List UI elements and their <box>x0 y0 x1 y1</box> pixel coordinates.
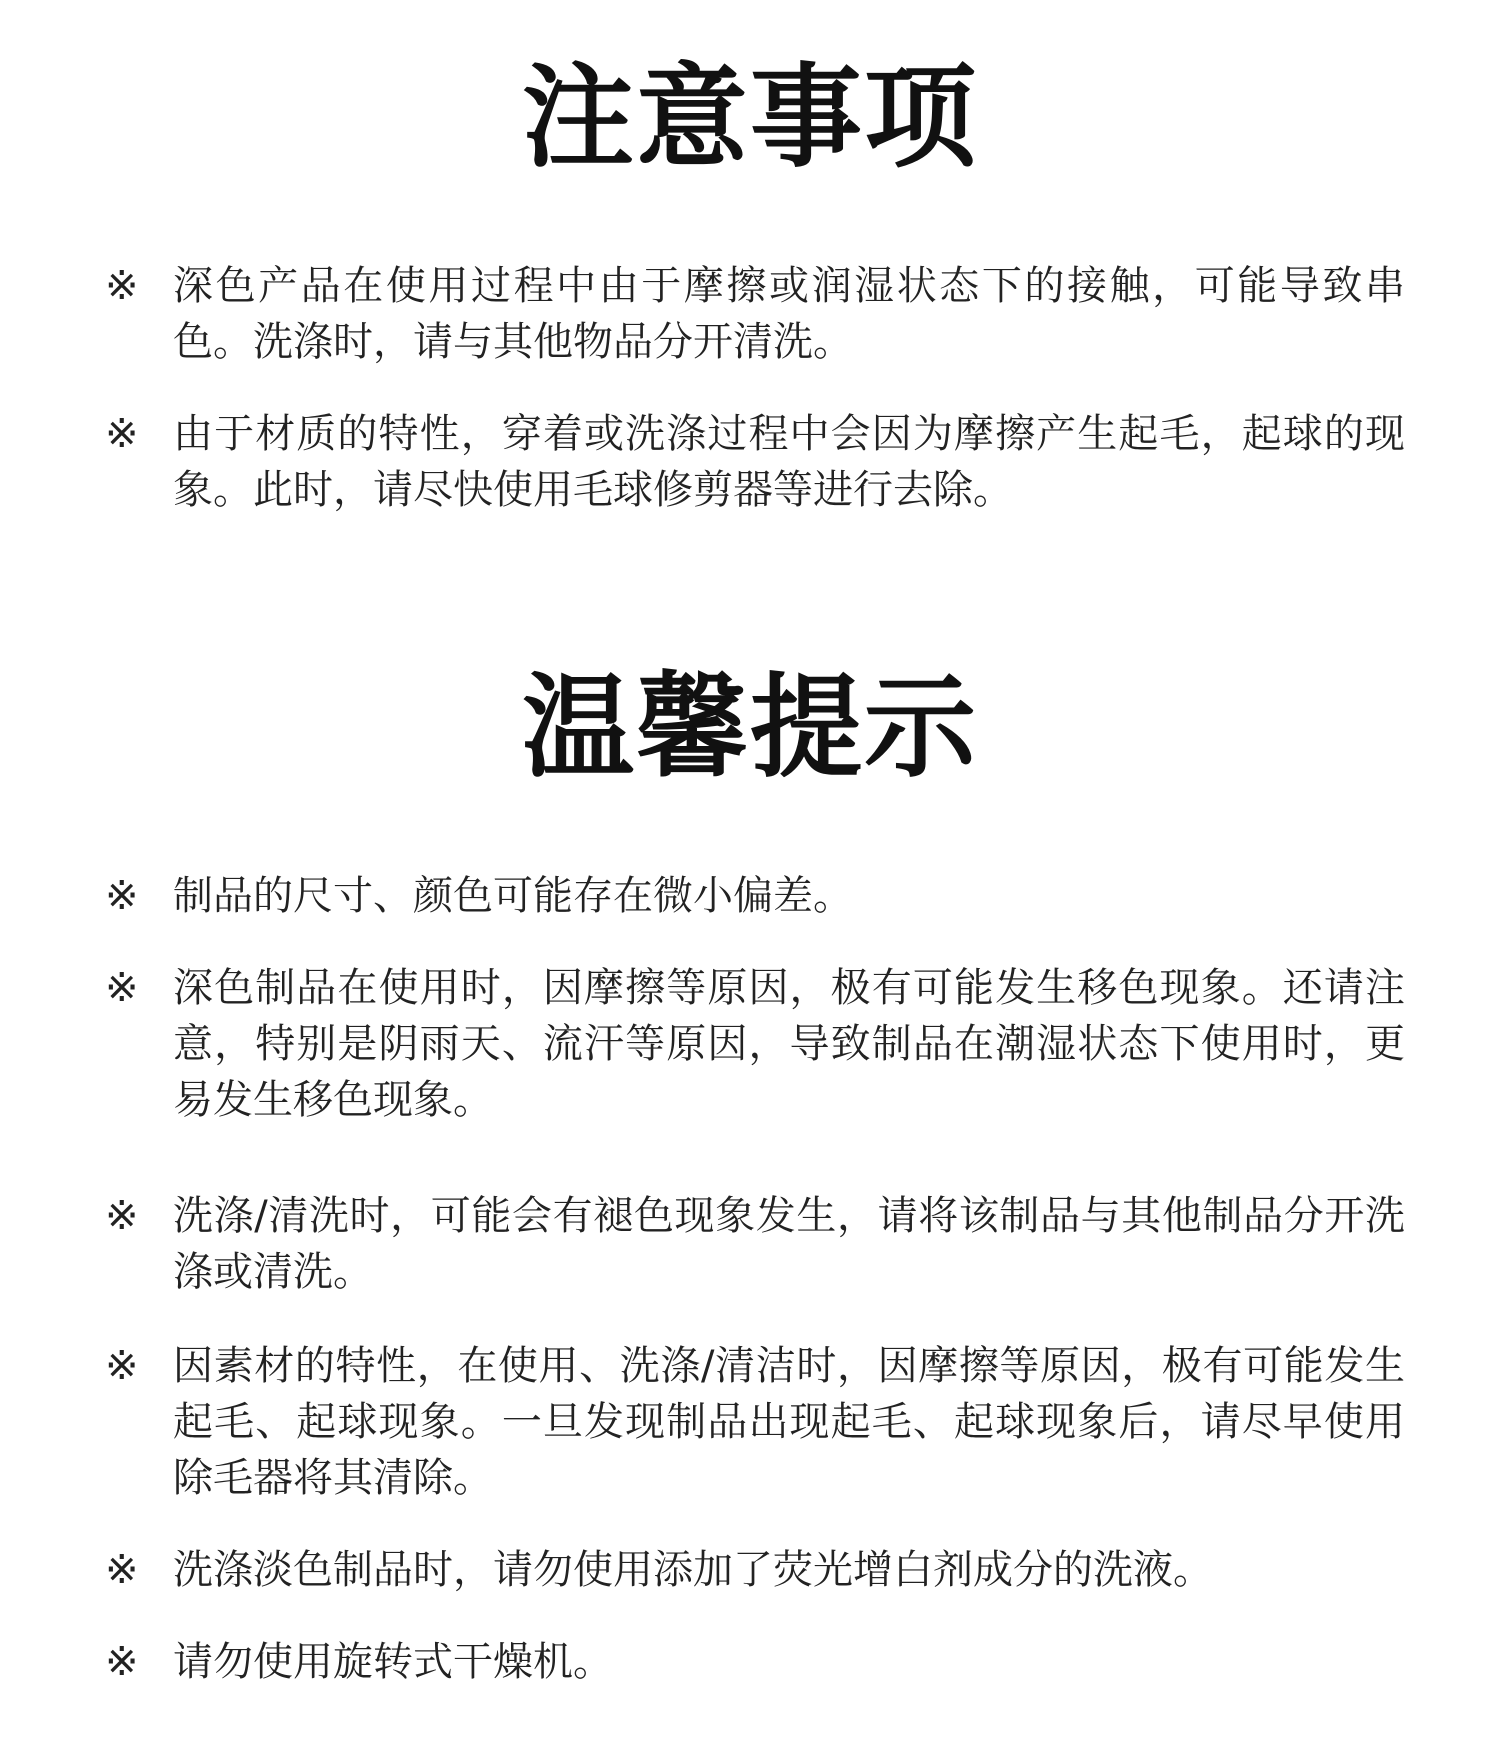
notice-item-text: 深色产品在使用过程中由于摩擦或润湿状态下的接触，可能导致串色。洗涤时，请与其他物品分开清洗。 <box>173 263 1405 365</box>
notice-section <box>0 53 1500 183</box>
reference-mark-icon: ※ <box>105 263 139 309</box>
tips-item-text: 制品的尺寸、颜色可能存在微小偏差。 <box>173 873 853 919</box>
tips-item-5 <box>105 1542 1405 1598</box>
reference-mark-icon: ※ <box>105 873 139 919</box>
tips-item-text: 深色制品在使用时，因摩擦等原因，极有可能发生移色现象。还请注意，特别是阴雨天、流汗等原因，导致制品在潮湿状态下使用时，更易发生移色现象。 <box>173 965 1405 1123</box>
notice-title: 注意事项 <box>522 53 978 183</box>
notice-item-2 <box>105 406 1405 518</box>
tips-section <box>0 663 1500 793</box>
reference-mark-icon: ※ <box>105 1547 139 1593</box>
reference-mark-icon: ※ <box>105 965 139 1011</box>
reference-mark-icon: ※ <box>105 1343 139 1389</box>
tips-item-2 <box>105 960 1405 1128</box>
reference-mark-icon: ※ <box>105 411 139 457</box>
tips-item-4 <box>105 1338 1405 1506</box>
notice-item-1 <box>105 258 1405 370</box>
tips-item-1 <box>105 868 1405 924</box>
tips-item-6 <box>105 1634 1405 1690</box>
tips-item-text: 请勿使用旋转式干燥机。 <box>173 1639 613 1685</box>
tips-item-text: 洗涤/清洗时，可能会有褪色现象发生，请将该制品与其他制品分开洗涤或清洗。 <box>173 1193 1405 1295</box>
notice-item-text: 由于材质的特性，穿着或洗涤过程中会因为摩擦产生起毛，起球的现象。此时，请尽快使用毛球修剪器等进行去除。 <box>173 411 1405 513</box>
tips-item-3 <box>105 1188 1405 1300</box>
tips-item-text: 洗涤淡色制品时，请勿使用添加了荧光增白剂成分的洗液。 <box>173 1547 1213 1593</box>
tips-title: 温馨提示 <box>522 663 978 793</box>
reference-mark-icon: ※ <box>105 1193 139 1239</box>
tips-item-text: 因素材的特性，在使用、洗涤/清洁时，因摩擦等原因，极有可能发生起毛、起球现象。一旦发现制品出现起毛、起球现象后，请尽早使用除毛器将其清除。 <box>173 1343 1405 1501</box>
reference-mark-icon: ※ <box>105 1639 139 1685</box>
